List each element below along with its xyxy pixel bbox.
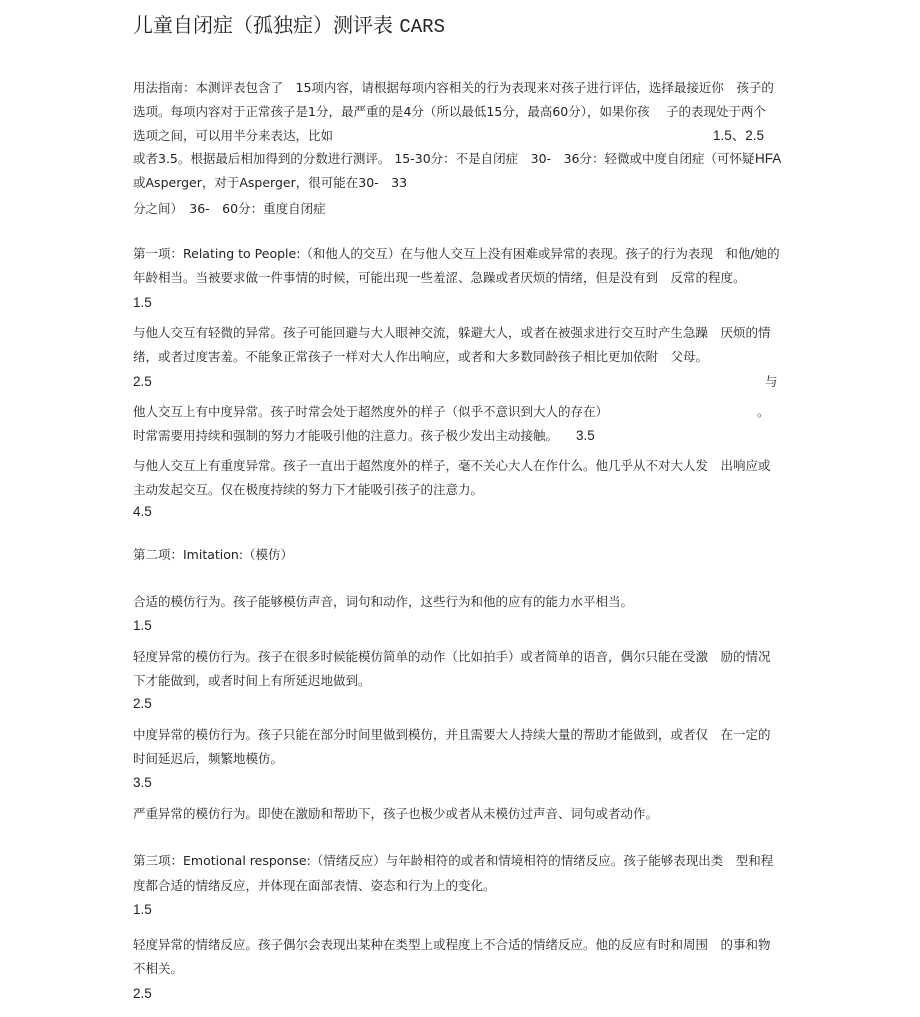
item3-heading-cont: 度都合适的情绪反应，并体现在面部表情、姿态和行为上的变化。 [133, 878, 496, 893]
item1-heading-cont: 年龄相当。当被要求做一件事情的时候，可能出现一些羞涩、急躁或者厌烦的情绪，但是没有到 反常的程度。 [133, 270, 746, 285]
item2-level3-line1: 中度异常的模仿行为。孩子只能在部分时间里做到模仿，并且需要大人持续大量的帮助才能做到，或者仅 在一定的 [133, 727, 771, 742]
item1-score-4-5: 4.5 [133, 504, 152, 519]
instructions-line-2: 选项。每项内容对于正常孩子是1分，最严重的是4分（所以最低15分，最高60分），如果你孩 子的表现处于两个 [133, 104, 766, 119]
item3-level2-line2: 不相关。 [133, 961, 184, 976]
item1-level3-line2: 时常需要用持续和强制的努力才能吸引他的注意力。孩子极少发出主动接触。 [133, 428, 559, 443]
item1-level3-period: 。 [757, 404, 770, 419]
item3-score-1-5: 1.5 [133, 902, 152, 917]
item1-level4-line2: 主动发起交互。仅在极度持续的努力下才能吸引孩子的注意力。 [133, 482, 484, 497]
item1-score-2-5: 2.5 [133, 374, 152, 389]
item2-level2-line1: 轻度异常的模仿行为。孩子在很多时候能模仿简单的动作（比如拍手）或者简单的语音，偶尔只能在受激 励的情况 [133, 649, 771, 664]
item3-score-2-5: 2.5 [133, 986, 152, 1001]
item2-level2-line2: 下才能做到，或者时间上有所延迟地做到。 [133, 673, 371, 688]
instructions-line-3: 选项之间，可以用半分来表达，比如 [133, 128, 334, 143]
item2-level4: 严重异常的模仿行为。即使在激励和帮助下，孩子也极少或者从未模仿过声音、词句或者动作。 [133, 806, 659, 821]
item1-level3-line1: 他人交互上有中度异常。孩子时常会处于超然度外的样子（似乎不意识到大人的存在） [133, 404, 609, 419]
instructions-line-5: 或Asperger，对于Asperger，很可能在30- 33 [133, 175, 408, 190]
item2-heading: 第二项：Imitation:（模仿） [133, 547, 294, 562]
item1-level4-line1: 与他人交互上有重度异常。孩子一直出于超然度外的样子，毫不关心大人在作什么。他几乎从不对大人发 出响应或 [133, 458, 771, 473]
item2-level3-line2: 时间延迟后，频繁地模仿。 [133, 751, 284, 766]
instructions-line-6: 分之间） 36- 60分：重度自闭症 [133, 201, 326, 216]
instructions-line-1: 用法指南：本测评表包含了 15项内容，请根据每项内容相关的行为表现来对孩子进行评估，选择最接近你 孩子的 [133, 80, 774, 95]
instructions-line-4: 或者3.5。根据最后相加得到的分数进行测评。 15-30分：不是自闭症 30- 36分：轻微或中度自闭症（可怀疑 [133, 151, 755, 166]
item2-score-2-5: 2.5 [133, 696, 152, 711]
item2-level1: 合适的模仿行为。孩子能够模仿声音，词句和动作，这些行为和他的应有的能力水平相当。 [133, 594, 634, 609]
item1-level2-line2: 绪，或者过度害羞。不能象正常孩子一样对大人作出响应，或者和大多数同龄孩子相比更加依附 父母。 [133, 349, 709, 364]
item1-score-1-5: 1.5 [133, 295, 152, 310]
instructions-hfa: HFA [755, 151, 782, 166]
instructions-example-scores: 1.5、2.5 [713, 128, 765, 143]
item1-level2-line1: 与他人交互有轻微的异常。孩子可能回避与大人眼神交流，躲避大人，或者在被强求进行交互时产生急躁 厌烦的情 [133, 325, 771, 340]
item3-heading: 第三项：Emotional response:（情绪反应）与年龄相符的或者和情境相符的情绪反应。孩子能够表现出类 型和程 [133, 853, 774, 868]
title-chinese: 儿童自闭症（孤独症）测评表 [133, 13, 393, 37]
title-abbreviation: CARS [399, 16, 445, 38]
item1-level3-prefix: 与 [765, 374, 778, 389]
item2-score-1-5: 1.5 [133, 618, 152, 633]
item3-level2-line1: 轻度异常的情绪反应。孩子偶尔会表现出某种在类型上或程度上不合适的情绪反应。他的反应有时和周围 的事和物 [133, 937, 771, 952]
item1-heading: 第一项：Relating to People:（和他人的交互）在与他人交互上没有困难或异常的表现。孩子的行为表现 和他/她的 [133, 246, 780, 261]
page-title [133, 12, 445, 40]
item1-score-3-5: 3.5 [576, 428, 595, 443]
item2-score-3-5: 3.5 [133, 775, 152, 790]
